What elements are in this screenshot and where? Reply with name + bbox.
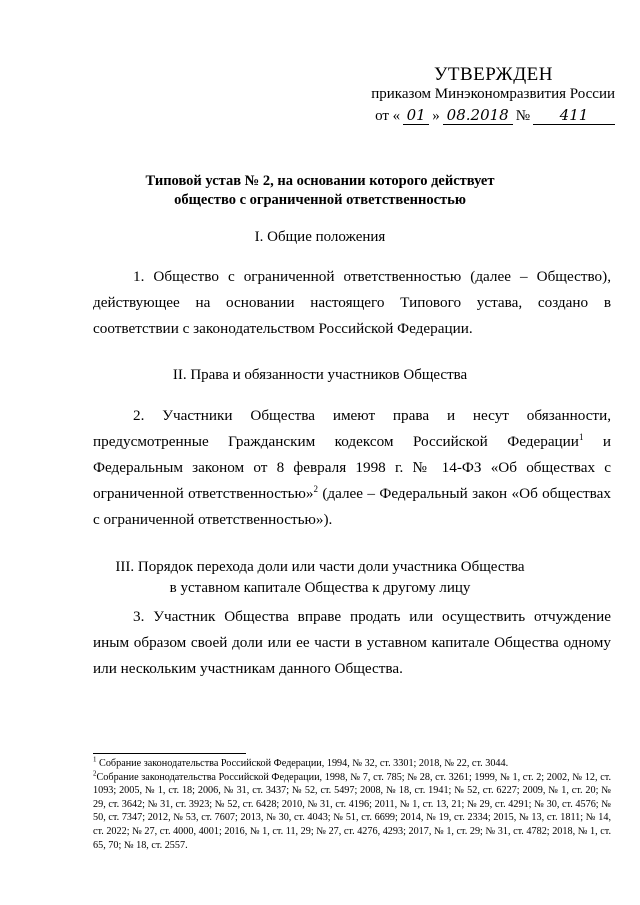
- section-2-text-part3: (далее – Федеральный закон «Об обществах с ограниченной ответственностью»).: [93, 485, 611, 528]
- section-2-text-part1: 2. Участники Общества имеют права и несут обязанности, предусмотренные Гражданским кодексом Российской Федерации: [93, 407, 611, 450]
- section-1-heading: I. Общие положения: [254, 229, 386, 245]
- footnote-divider: [93, 753, 246, 754]
- section-2-text-part2: и Федеральным законом от 8 февраля 1998 г. № 14-ФЗ «Об обществах с ограниченной ответственностью»: [93, 433, 611, 502]
- footnote-ref-2[interactable]: 2: [313, 483, 318, 494]
- section-2-heading: II. Права и обязанности участников Общества: [172, 367, 468, 383]
- footnote-2-text: Собрание законодательства Российской Федерации, 1998, № 7, ст. 785; № 28, ст. 3261; 1999, № 1, ст. 2; 2002, № 12, ст. 1093; 2005, № 1, ст. 18; 2006, № 31, ст. 3437; № 52, ст. 5497; 2008, № 18, ст. 1941; № 52, ст. 6227; 2009, № 1, ст. 20; № 29, ст. 3642; № 31, ст. 3923; № 52, ст. 6428; 2010, № 31, ст. 4196; 2011, № 1, ст. 13, 21; № 29, ст. 4291; № 30, ст. 4576; № 50, ст. 7347; 2012, № 53, ст. 7607; 2013, № 30, ст. 4043; № 51, ст. 6699; 2014, № 19, ст. 2334; 2015, № 13, ст. 1811; № 14, ст. 2022; № 27, ст. 4000, 4001; 2016, № 1, ст. 11, 29; № 27, ст. 4276, 4293; 2017, № 1, ст. 29; № 31, ст. 4782; 2018, № 1, ст. 65, 70; № 18, ст. 2557.: [93, 771, 611, 851]
- title-line-2: общество с ограниченной ответственностью: [174, 192, 466, 208]
- section-3-text: 3. Участник Общества вправе продать или осуществить отчуждение иным образом своей доли или ее части в уставном капитале Общества одному или нескольким участникам данного Общества.: [93, 608, 611, 677]
- section-3-heading-line-2: в уставном капитале Общества к другому лицу: [169, 580, 471, 596]
- section-1-text: 1. Общество с ограниченной ответственностью (далее – Общество), действующее на основании настоящего Типового устава, создано в соответствии с законодательством Российской Федерации.: [93, 268, 611, 337]
- section-3-heading: [0, 557, 640, 599]
- footnote-1-number: 1: [93, 755, 97, 764]
- section-3-heading-line-1: III. Порядок перехода доли или части доли участника Общества: [115, 559, 525, 575]
- order-month-year: 08.2018: [443, 106, 513, 125]
- section-2-paragraph: [93, 403, 611, 533]
- order-date-number: [375, 106, 615, 125]
- order-number: 411: [533, 106, 615, 125]
- order-day-close: »: [432, 108, 440, 124]
- document-title: [0, 172, 640, 210]
- footnotes: [93, 757, 611, 852]
- section-1-paragraph: [93, 264, 611, 342]
- title-line-1: Типовой устав № 2, на основании которого действует: [145, 173, 495, 189]
- footnote-2-number: 2: [93, 769, 97, 778]
- footnote-2: [93, 771, 611, 853]
- order-prefix: от «: [375, 108, 401, 124]
- footnote-1: [93, 757, 611, 771]
- order-day: 01: [403, 106, 429, 125]
- approved-title: УТВЕРЖДЕН: [433, 64, 553, 85]
- approved-by-order: приказом Минэкономразвития России: [371, 86, 615, 102]
- footnote-1-text: Собрание законодательства Российской Федерации, 1994, № 32, ст. 3301; 2018, № 22, ст. 3044.: [99, 758, 509, 769]
- section-3-paragraph: [93, 604, 611, 682]
- order-number-label: №: [515, 108, 530, 124]
- footnote-ref-1[interactable]: 1: [578, 431, 584, 442]
